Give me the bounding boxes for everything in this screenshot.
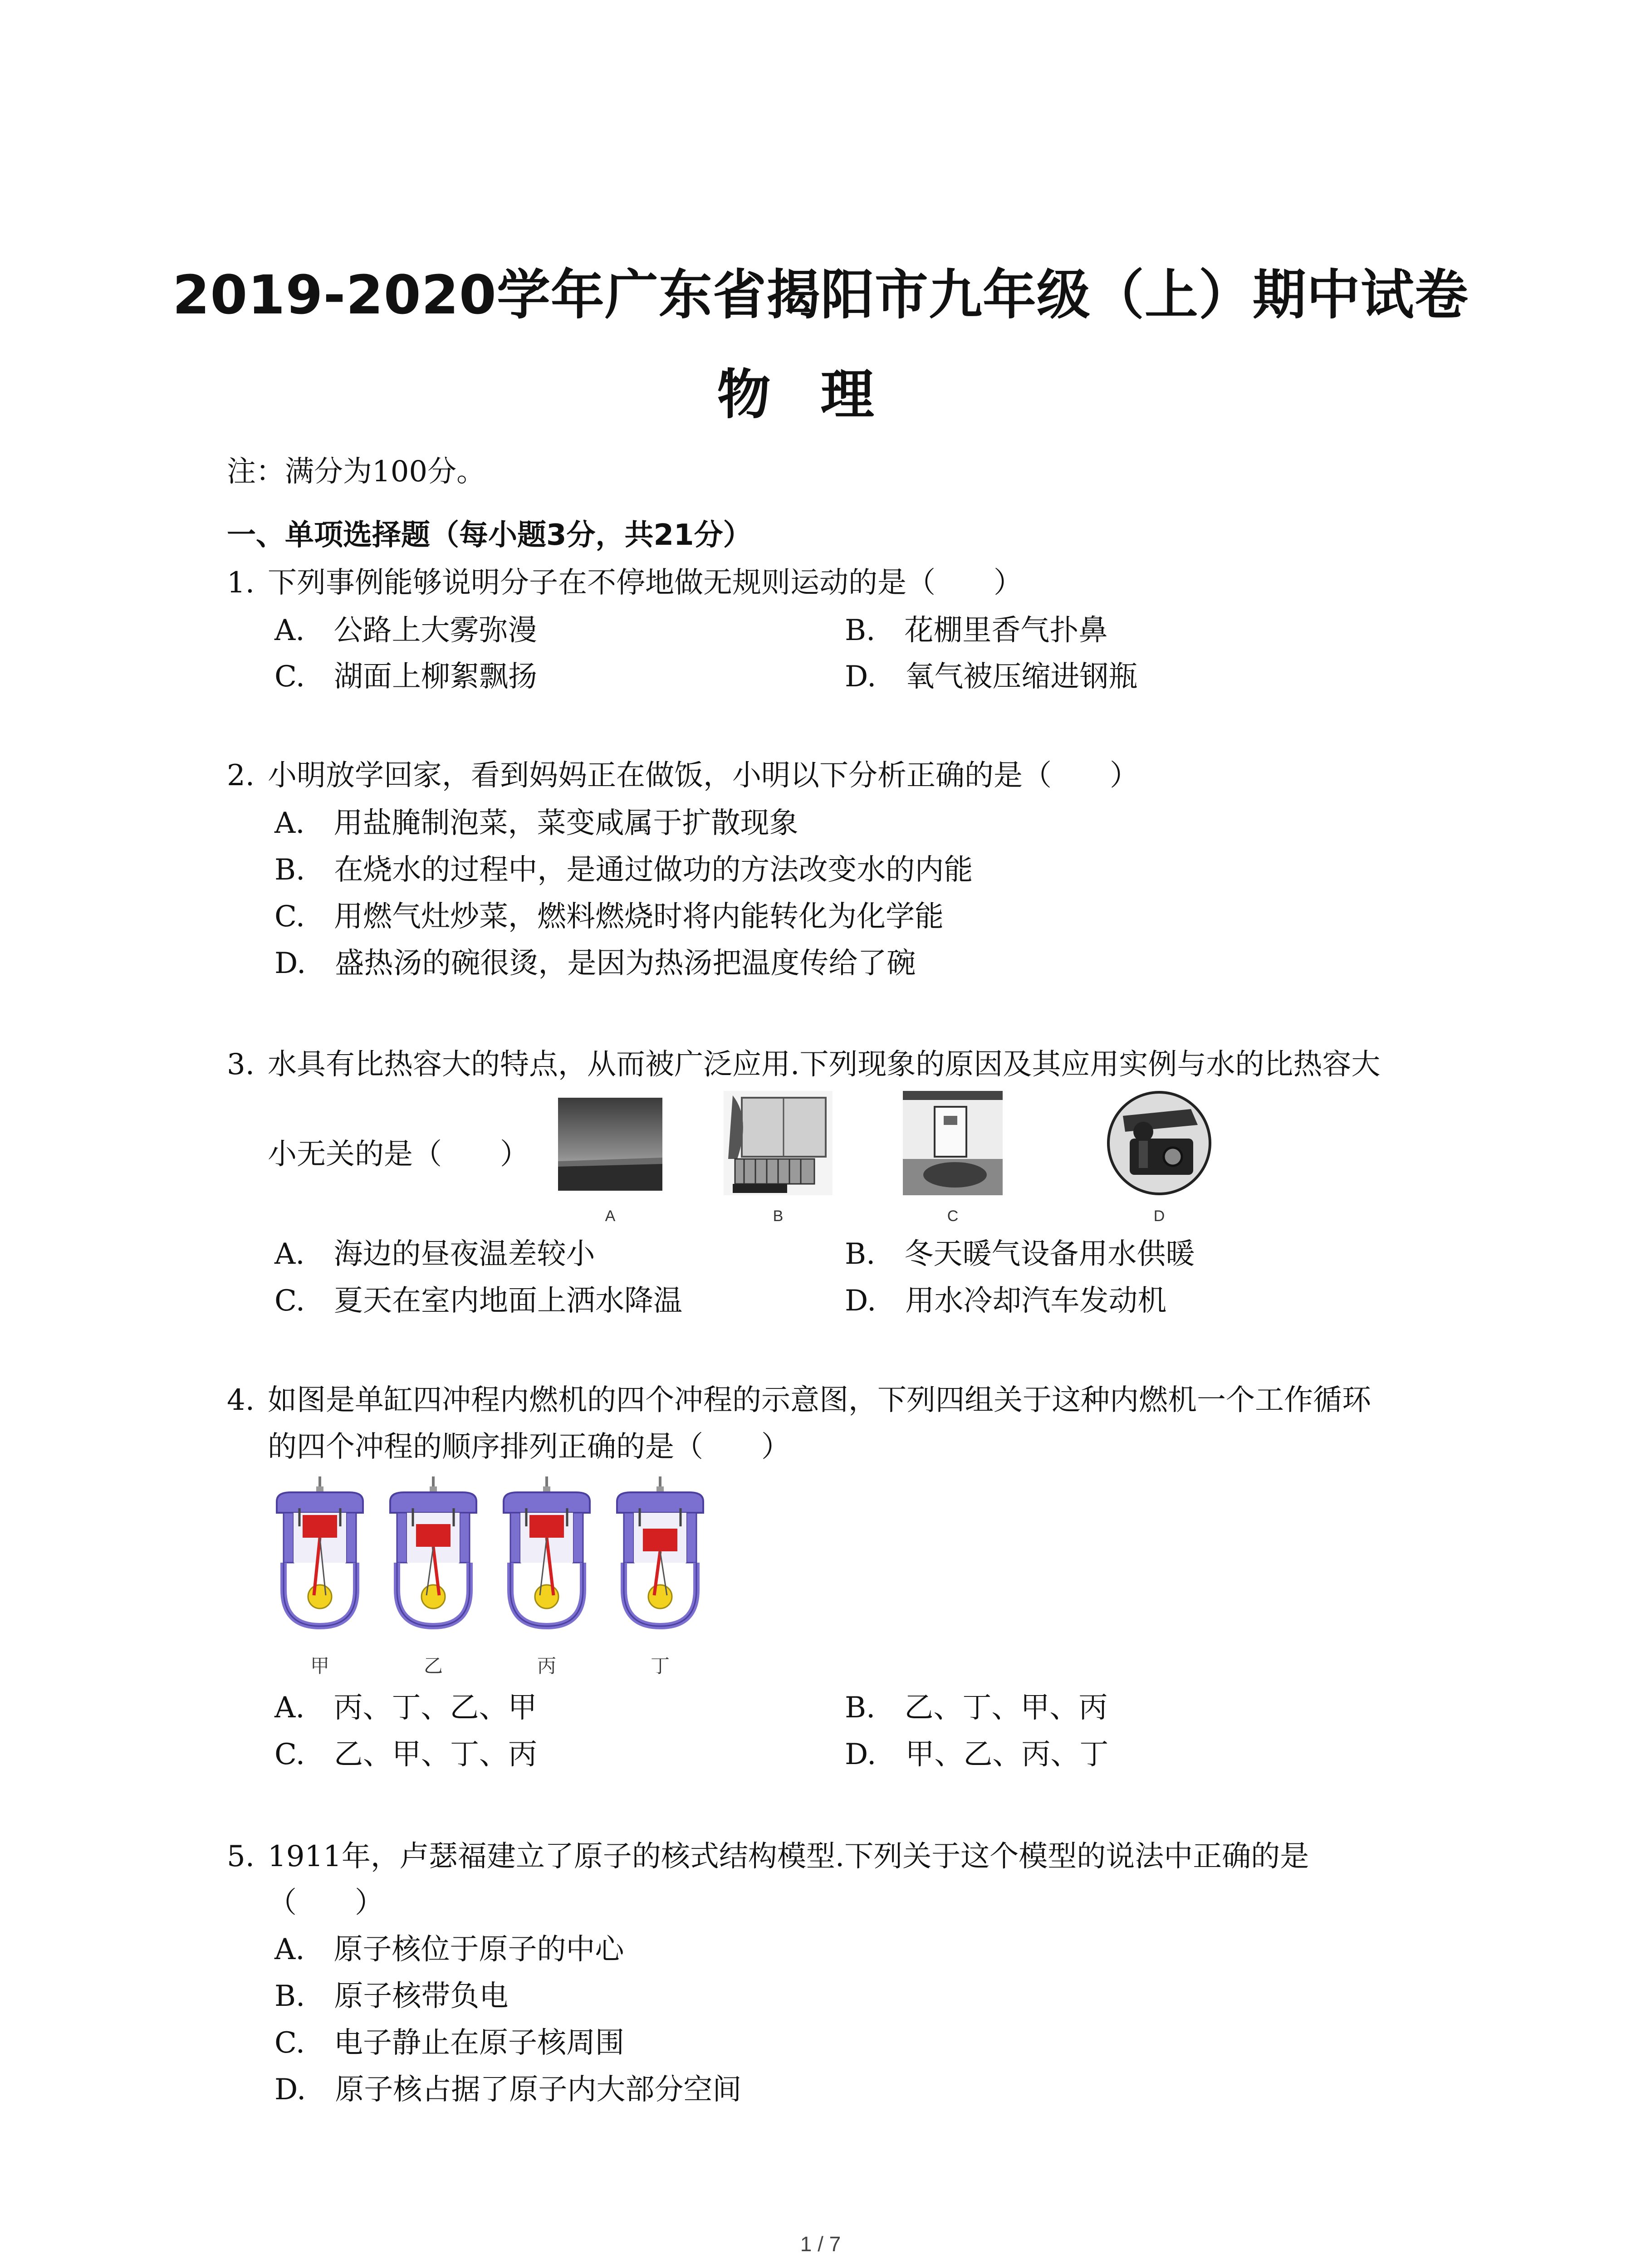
option-c: C. 电子静止在原子核周围	[274, 2026, 625, 2060]
question-stem-line2: （ ）	[268, 1886, 384, 1920]
option-c: C. 夏天在室内地面上洒水降温	[274, 1284, 683, 1318]
question-stem-line2: 小无关的是（ ）	[268, 1138, 529, 1171]
score-note: 注：满分为100分。	[227, 455, 486, 489]
four-stroke-engine-diagram	[272, 1476, 717, 1644]
option-c: C. 湖面上柳絮飘扬	[274, 660, 538, 694]
option-a: A. 公路上大雾弥漫	[274, 614, 537, 647]
option-a: A. 原子核位于原子的中心	[274, 1933, 624, 1966]
picture-label: A	[605, 1207, 616, 1225]
question-number: 2.	[227, 759, 255, 792]
question-number: 3.	[227, 1048, 255, 1081]
option-d: D. 盛热汤的碗很烫，是因为热汤把温度传给了碗	[274, 947, 916, 980]
indoor-floor-photo	[903, 1091, 1003, 1195]
question-stem-line2: 的四个冲程的顺序排列正确的是（ ）	[268, 1430, 790, 1464]
option-b: B. 冬天暖气设备用水供暖	[845, 1237, 1195, 1271]
option-a: A. 海边的昼夜温差较小	[274, 1237, 595, 1271]
seaside-photo	[558, 1098, 662, 1191]
option-c: C. 乙、甲、丁、丙	[274, 1738, 538, 1771]
question-number: 1.	[227, 566, 255, 600]
picture-label: 甲	[310, 1655, 329, 1677]
question-number: 4.	[227, 1383, 255, 1417]
option-b: B. 花棚里香气扑鼻	[845, 614, 1108, 647]
option-a: A. 丙、丁、乙、甲	[274, 1691, 537, 1725]
section-heading: 一、单项选择题（每小题3分，共21分）	[227, 518, 752, 552]
car-engine-photo	[1105, 1089, 1214, 1198]
question-number: 5.	[227, 1840, 255, 1873]
option-d: D. 原子核占据了原子内大部分空间	[274, 2073, 742, 2107]
paper-title: 2019-2020学年广东省揭阳市九年级（上）期中试卷	[172, 264, 1469, 326]
picture-label: 乙	[423, 1655, 443, 1677]
question-stem-line1: 如图是单缸四冲程内燃机的四个冲程的示意图，下列四组关于这种内燃机一个工作循环	[268, 1383, 1371, 1417]
picture-label: 丙	[537, 1655, 556, 1677]
option-d: D. 用水冷却汽车发动机	[845, 1284, 1167, 1318]
subject-title: 物理	[717, 363, 924, 426]
question-stem-line1: 1911年，卢瑟福建立了原子的核式结构模型.下列关于这个模型的说法中正确的是	[268, 1840, 1309, 1873]
picture-label: D	[1153, 1207, 1165, 1225]
picture-label: B	[773, 1207, 784, 1225]
question-stem-line1: 水具有比热容大的特点，从而被广泛应用.下列现象的原因及其应用实例与水的比热容大	[268, 1048, 1381, 1081]
page-number: 1 / 7	[800, 2232, 841, 2256]
option-a: A. 用盐腌制泡菜，菜变咸属于扩散现象	[274, 807, 798, 840]
option-b: B. 在烧水的过程中，是通过做功的方法改变水的内能	[274, 853, 973, 887]
picture-label: 丁	[650, 1655, 670, 1677]
option-d: D. 甲、乙、丙、丁	[845, 1738, 1109, 1771]
option-c: C. 用燃气灶炒菜，燃料燃烧时将内能转化为化学能	[274, 900, 944, 934]
option-b: B. 原子核带负电	[274, 1980, 509, 2013]
question-stem: 下列事例能够说明分子在不停地做无规则运动的是（ ）	[268, 566, 1023, 600]
question-stem: 小明放学回家，看到妈妈正在做饭，小明以下分析正确的是（ ）	[268, 759, 1139, 792]
option-d: D. 氧气被压缩进钢瓶	[845, 660, 1138, 694]
radiator-room-photo	[724, 1091, 833, 1195]
picture-label: C	[947, 1207, 959, 1225]
option-b: B. 乙、丁、甲、丙	[845, 1691, 1108, 1725]
